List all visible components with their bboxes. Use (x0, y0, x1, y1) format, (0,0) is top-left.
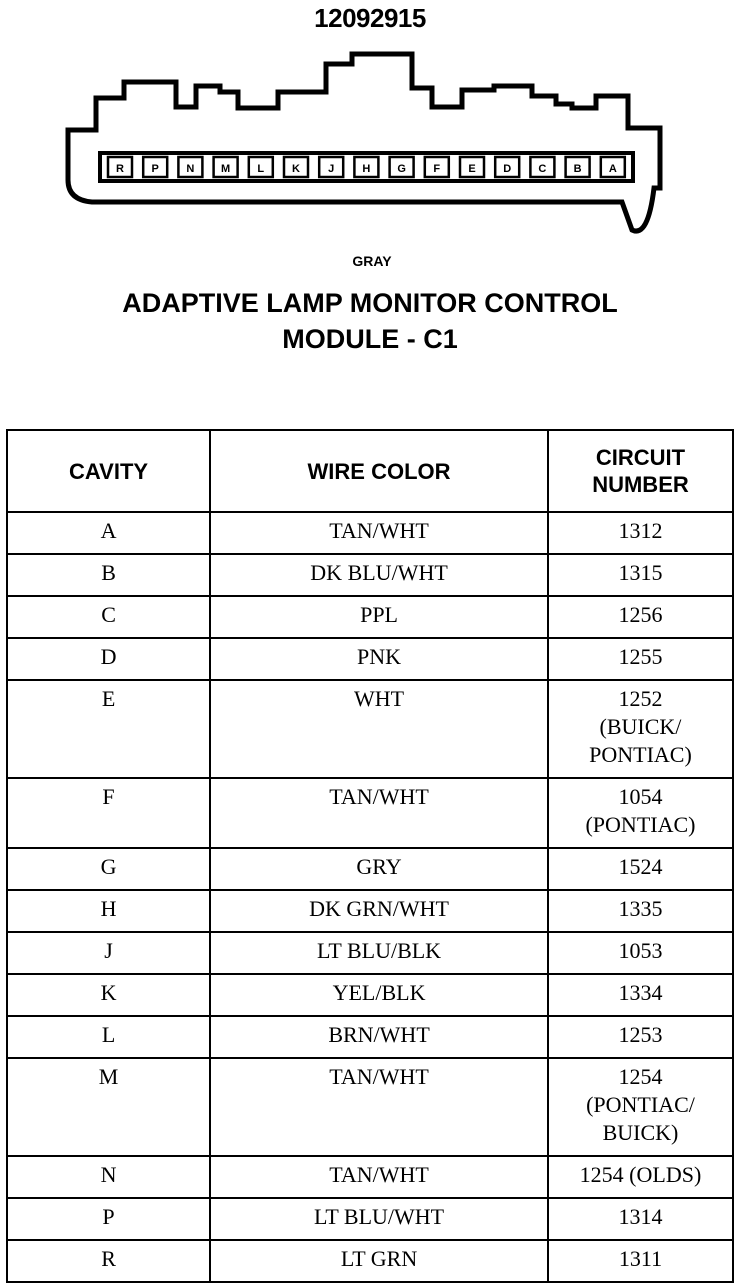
pin-label: H (362, 163, 371, 175)
pin-label: N (186, 163, 195, 175)
table-row (7, 1198, 733, 1240)
wire-color-cell: LT BLU/WHT (210, 1198, 548, 1240)
table-row (7, 974, 733, 1016)
header-wire-color: WIRE COLOR (210, 430, 548, 512)
wire-color-cell: LT GRN (210, 1240, 548, 1282)
pin-label: A (608, 163, 617, 175)
table-row (7, 932, 733, 974)
circuit-line: 1311 (618, 1246, 663, 1271)
circuit-line: 1312 (618, 518, 663, 543)
table-row (7, 680, 733, 778)
circuit-line: 1256 (618, 602, 663, 627)
circuit-line: (PONTIAC) (585, 812, 696, 837)
circuit-line: 1314 (618, 1204, 663, 1229)
wire-color-cell: PNK (210, 638, 548, 680)
cavity-cell: C (7, 596, 210, 638)
circuit-number-cell (548, 1240, 733, 1282)
wire-color-cell: YEL/BLK (210, 974, 548, 1016)
table-row (7, 848, 733, 890)
table-row (7, 1016, 733, 1058)
pin-label: D (503, 163, 512, 175)
table-row (7, 1156, 733, 1198)
circuit-number-cell (548, 932, 733, 974)
cavity-cell: E (7, 680, 210, 778)
pin-label: F (433, 163, 441, 175)
circuit-number-cell (548, 554, 733, 596)
table-header-row (7, 430, 733, 512)
page-title (40, 285, 700, 357)
circuit-number-cell (548, 848, 733, 890)
cavity-cell: N (7, 1156, 210, 1198)
circuit-number-cell (548, 1198, 733, 1240)
cavity-cell: P (7, 1198, 210, 1240)
header-circuit-number (548, 430, 733, 512)
wire-color-cell: PPL (210, 596, 548, 638)
table-row (7, 778, 733, 848)
table-row (7, 890, 733, 932)
wire-color-cell: DK BLU/WHT (210, 554, 548, 596)
circuit-number-cell (548, 596, 733, 638)
circuit-line: 1253 (618, 1022, 663, 1047)
header-cavity: CAVITY (7, 430, 210, 512)
cavity-cell: R (7, 1240, 210, 1282)
circuit-line: 1053 (618, 938, 663, 963)
wire-color-cell: WHT (210, 680, 548, 778)
connector-diagram (0, 45, 752, 245)
pin-label: P (151, 163, 159, 175)
circuit-line: 1252 (618, 686, 663, 711)
circuit-line: 1255 (618, 644, 663, 669)
cavity-cell: H (7, 890, 210, 932)
wire-color-cell: TAN/WHT (210, 778, 548, 848)
circuit-line: 1254 (618, 1064, 663, 1089)
cavity-cell: B (7, 554, 210, 596)
wire-color-cell: TAN/WHT (210, 512, 548, 554)
pin-label: B (573, 163, 582, 175)
pin-label: K (292, 163, 300, 175)
cavity-cell: D (7, 638, 210, 680)
circuit-number-cell (548, 638, 733, 680)
circuit-number-cell (548, 512, 733, 554)
wire-color-cell: TAN/WHT (210, 1058, 548, 1156)
title-line-2: MODULE - C1 (282, 324, 458, 354)
circuit-line: (PONTIAC/ (586, 1092, 695, 1117)
circuit-line: 1254 (OLDS) (579, 1162, 702, 1187)
circuit-line: 1315 (618, 560, 663, 585)
title-line-1: ADAPTIVE LAMP MONITOR CONTROL (122, 288, 618, 318)
pin-label: G (397, 163, 406, 175)
circuit-number-cell (548, 890, 733, 932)
table-row (7, 596, 733, 638)
wire-color-cell: TAN/WHT (210, 1156, 548, 1198)
circuit-line: 1334 (618, 980, 663, 1005)
connector-outline (68, 54, 660, 231)
table-row (7, 1058, 733, 1156)
circuit-line: 1335 (618, 896, 663, 921)
cavity-cell: K (7, 974, 210, 1016)
pin-label: L (257, 163, 265, 175)
cavity-cell: A (7, 512, 210, 554)
circuit-line: 1524 (618, 854, 663, 879)
cavity-table (6, 429, 734, 1283)
circuit-number-cell (548, 1156, 733, 1198)
wire-color-cell: BRN/WHT (210, 1016, 548, 1058)
cavity-cell: L (7, 1016, 210, 1058)
pin-label: C (538, 163, 547, 175)
table-row (7, 512, 733, 554)
wire-color-cell: LT BLU/BLK (210, 932, 548, 974)
connector-part-number: 12092915 (314, 3, 426, 33)
cavity-cell: F (7, 778, 210, 848)
circuit-number-cell (548, 1058, 733, 1156)
header-circuit-line-2: NUMBER (592, 472, 689, 497)
pin-label: J (328, 163, 335, 175)
cavity-cell: J (7, 932, 210, 974)
circuit-number-cell (548, 974, 733, 1016)
table-body (7, 512, 733, 1282)
header-circuit-line-1: CIRCUIT (595, 445, 686, 470)
circuit-number-cell (548, 680, 733, 778)
table-row (7, 554, 733, 596)
circuit-line: PONTIAC) (589, 742, 692, 767)
pin-label: E (468, 163, 476, 175)
pin-label: M (221, 163, 231, 175)
circuit-number-cell (548, 778, 733, 848)
connector-color: GRAY (352, 253, 392, 269)
circuit-number-cell (548, 1016, 733, 1058)
circuit-line: BUICK) (602, 1120, 679, 1145)
table-row (7, 638, 733, 680)
circuit-line: (BUICK/ (599, 714, 682, 739)
cavity-cell: G (7, 848, 210, 890)
cavity-cell: M (7, 1058, 210, 1156)
circuit-line: 1054 (618, 784, 663, 809)
pin-label: R (116, 163, 124, 175)
wire-color-cell: GRY (210, 848, 548, 890)
connector-pins (108, 157, 625, 177)
table-row (7, 1240, 733, 1282)
wire-color-cell: DK GRN/WHT (210, 890, 548, 932)
